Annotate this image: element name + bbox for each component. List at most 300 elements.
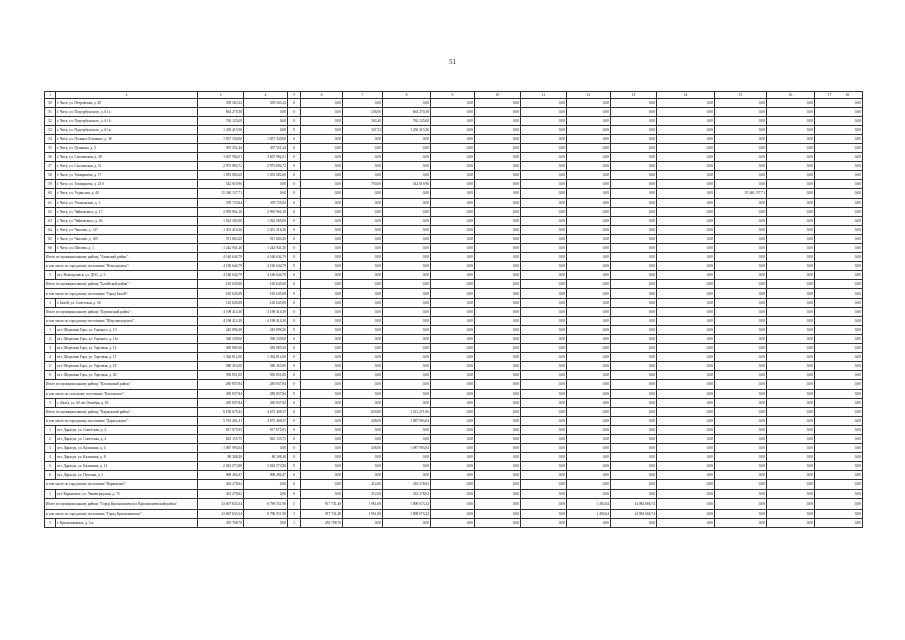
value-cell: 0,00 xyxy=(301,244,343,253)
value-cell: 0,00 xyxy=(657,98,715,107)
value-cell: 0,00 xyxy=(431,489,475,498)
value-cell: 0,00 xyxy=(611,180,657,189)
value-cell: 0,00 xyxy=(301,107,343,116)
value-cell: 0,00 xyxy=(611,434,657,443)
value-cell: 0,00 xyxy=(431,444,475,453)
value-cell: 0,00 xyxy=(715,216,767,225)
value-cell: 0,00 xyxy=(521,98,567,107)
value-cell: 0,00 xyxy=(657,262,715,271)
value-cell: 908 494,47 xyxy=(244,471,288,480)
value-cell: 0,00 xyxy=(657,353,715,362)
value-cell: 750,00 xyxy=(343,180,383,189)
value-cell: 0,00 xyxy=(475,280,521,289)
value-cell: 0,00 xyxy=(611,234,657,243)
value-cell: 0,00 xyxy=(715,262,767,271)
value-cell: 0,00 xyxy=(767,107,815,116)
value-cell: 0,00 xyxy=(383,289,431,298)
table-row xyxy=(45,434,863,443)
address-cell: г. Чита, ул. Смоленская, д. 51 xyxy=(56,162,198,171)
value-cell: 0,00 xyxy=(567,162,611,171)
header-cell: 4 xyxy=(244,92,288,99)
value-cell: 1 492,64 xyxy=(567,498,611,510)
value-cell: 0 xyxy=(288,298,301,307)
value-cell: 165 645,08 xyxy=(244,280,288,289)
value-cell: 0,00 xyxy=(767,334,815,343)
subtotal-row xyxy=(45,389,863,398)
value-cell: 0 xyxy=(288,307,301,316)
value-cell: 0,00 xyxy=(475,480,521,489)
value-cell: 0,00 xyxy=(715,462,767,471)
value-cell: 0,00 xyxy=(343,453,383,462)
value-cell: 762 125,00 xyxy=(383,116,431,125)
value-cell: 0,00 xyxy=(301,362,343,371)
value-cell: 0,00 xyxy=(431,334,475,343)
value-cell: 0,00 xyxy=(475,444,521,453)
value-cell: 0,00 xyxy=(475,116,521,125)
value-cell: 0,00 xyxy=(815,444,863,453)
value-cell: 0 xyxy=(288,434,301,443)
value-cell: 0,00 xyxy=(767,207,815,216)
value-cell: 0,00 xyxy=(567,225,611,234)
row-number: 4 xyxy=(45,353,56,362)
value-cell: 0,00 xyxy=(567,407,611,416)
value-cell: 0,00 xyxy=(343,344,383,353)
value-cell: 0,00 xyxy=(383,162,431,171)
address-cell: г. Чита, ул. Пушкина, д. 5 xyxy=(56,143,198,152)
value-cell: 0,00 xyxy=(383,171,431,180)
value-cell: 0,00 xyxy=(521,216,567,225)
value-cell: 0,00 xyxy=(431,134,475,143)
table-row xyxy=(45,453,863,462)
value-cell: 0,00 xyxy=(343,316,383,325)
value-cell: 433 278,02 xyxy=(383,489,431,498)
value-cell: 0,00 xyxy=(475,125,521,134)
value-cell: 0,00 xyxy=(611,125,657,134)
value-cell: 0,00 xyxy=(475,519,521,528)
value-cell: 0,00 xyxy=(343,389,383,398)
value-cell: 0,00 xyxy=(611,489,657,498)
row-number: 65 xyxy=(45,234,56,243)
value-cell: 0,00 xyxy=(383,298,431,307)
address-cell: пгт. Шерловая Гора, ул. Торговая, д. 17 xyxy=(56,353,198,362)
value-cell: 0 xyxy=(288,453,301,462)
value-cell: 0,00 xyxy=(343,134,383,143)
value-cell: 0,00 xyxy=(611,271,657,280)
value-cell: 0,00 xyxy=(521,107,567,116)
subtotal-label: в том числе по городскому поселению "Шерловогорское": xyxy=(45,316,198,325)
document-sheet xyxy=(44,91,862,528)
value-cell: 0,00 xyxy=(767,389,815,398)
value-cell: 0,00 xyxy=(657,344,715,353)
value-cell: 0,00 xyxy=(815,416,863,425)
value-cell: 0,00 xyxy=(567,262,611,271)
value-cell: 347,33 xyxy=(343,125,383,134)
value-cell: 0,00 xyxy=(244,444,288,453)
value-cell: 0,00 xyxy=(715,444,767,453)
value-cell: 0,00 xyxy=(657,444,715,453)
value-cell: 0,00 xyxy=(521,498,567,510)
value-cell: 4 160 644,79 xyxy=(244,253,288,262)
value-cell: 0,00 xyxy=(301,371,343,380)
value-cell: 0,00 xyxy=(521,380,567,389)
value-cell: 0,00 xyxy=(343,98,383,107)
value-cell: 0,00 xyxy=(383,334,431,343)
value-cell: 0,00 xyxy=(767,271,815,280)
value-cell: 0,00 xyxy=(475,153,521,162)
table-row xyxy=(45,116,863,125)
value-cell: 0,00 xyxy=(657,407,715,416)
value-cell: 0,00 xyxy=(521,180,567,189)
value-cell: 433 278,02 xyxy=(198,480,244,489)
value-cell: 0,00 xyxy=(301,344,343,353)
header-cell: 5 xyxy=(288,92,301,99)
value-cell: 0,00 xyxy=(475,471,521,480)
value-cell: 0,00 xyxy=(343,253,383,262)
value-cell: 0 xyxy=(288,262,301,271)
value-cell: 0,00 xyxy=(715,307,767,316)
value-cell: 0,00 xyxy=(383,98,431,107)
value-cell: 0,00 xyxy=(383,389,431,398)
value-cell: 0,00 xyxy=(815,189,863,198)
value-cell: 0,00 xyxy=(521,207,567,216)
value-cell: 0,00 xyxy=(767,153,815,162)
address-cell: пгт. Дарасун, ул. Калинина, д. 8 xyxy=(56,453,198,462)
value-cell: 0,00 xyxy=(611,162,657,171)
value-cell: 0,00 xyxy=(431,425,475,434)
value-cell: 1 451 416,36 xyxy=(198,225,244,234)
value-cell: 0,00 xyxy=(301,180,343,189)
value-cell: 0,00 xyxy=(815,198,863,207)
value-cell: 0,00 xyxy=(301,380,343,389)
value-cell: 0,00 xyxy=(431,189,475,198)
value-cell: 825 155,75 xyxy=(198,434,244,443)
value-cell: 0,00 xyxy=(301,353,343,362)
value-cell: 0,00 xyxy=(767,325,815,334)
value-cell: 0,00 xyxy=(343,225,383,234)
value-cell: 0,00 xyxy=(611,389,657,398)
address-cell: г. Чита, ул. Ухмыльская, д. 1 xyxy=(56,198,198,207)
value-cell: 3 607 982,01 xyxy=(198,153,244,162)
value-cell: 0,00 xyxy=(815,434,863,443)
value-cell: 0,00 xyxy=(611,189,657,198)
table-body xyxy=(45,98,863,528)
value-cell: 0,00 xyxy=(301,407,343,416)
table-row xyxy=(45,298,863,307)
value-cell: 0,00 xyxy=(475,371,521,380)
value-cell: 0 xyxy=(288,107,301,116)
value-cell: 1 242 941,20 xyxy=(244,244,288,253)
address-cell: г. Чита, ул. Тимирязева, д. 17 xyxy=(56,171,198,180)
value-cell: 0,00 xyxy=(715,125,767,134)
value-cell: 0,00 xyxy=(431,519,475,528)
value-cell: 580 453,00 xyxy=(244,362,288,371)
value-cell: 0,00 xyxy=(475,198,521,207)
value-cell: 0 xyxy=(288,143,301,152)
value-cell: 0,00 xyxy=(657,198,715,207)
value-cell: 0 xyxy=(288,253,301,262)
value-cell: 0,00 xyxy=(815,262,863,271)
value-cell: 0,00 xyxy=(815,134,863,143)
address-cell: г. Чита, ул. Чайковского, д. 17 xyxy=(56,207,198,216)
value-cell: 1 053 082,60 xyxy=(198,171,244,180)
value-cell: 917 741,48 xyxy=(301,510,343,519)
value-cell: 1 087 993,04 xyxy=(383,444,431,453)
value-cell: 0,00 xyxy=(815,107,863,116)
value-cell: 0,00 xyxy=(715,398,767,407)
value-cell: 817 975,93 xyxy=(198,425,244,434)
value-cell: 0,00 xyxy=(567,398,611,407)
value-cell: 0 xyxy=(288,389,301,398)
value-cell: 1 961,00 xyxy=(343,498,383,510)
row-number: 57 xyxy=(45,162,56,171)
subtotal-row xyxy=(45,316,863,325)
row-number: 3 xyxy=(45,344,56,353)
value-cell: 0,00 xyxy=(475,407,521,416)
value-cell: 0,00 xyxy=(431,207,475,216)
value-cell: 0,00 xyxy=(343,198,383,207)
value-cell: 0,00 xyxy=(767,519,815,528)
value-cell: 0,00 xyxy=(815,325,863,334)
table-row xyxy=(45,462,863,471)
value-cell: 0,00 xyxy=(715,380,767,389)
value-cell: 0,00 xyxy=(567,198,611,207)
header-cell: 1 xyxy=(45,92,56,99)
value-cell: 0,00 xyxy=(521,453,567,462)
value-cell: 0,00 xyxy=(521,143,567,152)
table-row xyxy=(45,180,863,189)
value-cell: 0,00 xyxy=(567,489,611,498)
table-row xyxy=(45,425,863,434)
value-cell: 165 645,08 xyxy=(198,289,244,298)
value-cell: 0,00 xyxy=(431,498,475,510)
value-cell: 0,00 xyxy=(767,180,815,189)
value-cell: 2 975 894,72 xyxy=(244,162,288,171)
value-cell: 0,00 xyxy=(521,416,567,425)
value-cell: 0,00 xyxy=(383,425,431,434)
value-cell: 0,00 xyxy=(767,225,815,234)
value-cell: 0,00 xyxy=(715,434,767,443)
value-cell: 0,00 xyxy=(383,134,431,143)
value-cell: 0,00 xyxy=(657,253,715,262)
value-cell: 0,00 xyxy=(657,325,715,334)
value-cell: 0,00 xyxy=(567,425,611,434)
value-cell: 0,00 xyxy=(431,253,475,262)
value-cell: 0,00 xyxy=(521,353,567,362)
value-cell: 0,00 xyxy=(567,307,611,316)
value-cell: 4 198 414,30 xyxy=(198,316,244,325)
value-cell: 0,00 xyxy=(383,371,431,380)
value-cell: 0,00 xyxy=(475,434,521,443)
value-cell: 585 909,30 xyxy=(244,344,288,353)
value-cell: 0,00 xyxy=(657,189,715,198)
row-number: 3 xyxy=(45,444,56,453)
table-row xyxy=(45,198,863,207)
value-cell: 0,00 xyxy=(244,489,288,498)
value-cell: 0,00 xyxy=(521,307,567,316)
value-cell: 0,00 xyxy=(567,143,611,152)
header-cell: 6 xyxy=(301,92,343,99)
table-row xyxy=(45,398,863,407)
value-cell: 0,00 xyxy=(767,498,815,510)
value-cell: 4 160 644,79 xyxy=(198,253,244,262)
value-cell: 0,00 xyxy=(815,153,863,162)
row-number: 6 xyxy=(45,371,56,380)
value-cell: 0,00 xyxy=(715,253,767,262)
table-row xyxy=(45,162,863,171)
value-cell: 0,00 xyxy=(611,280,657,289)
table-row xyxy=(45,362,863,371)
value-cell: 0 xyxy=(288,480,301,489)
value-cell: 0,00 xyxy=(475,398,521,407)
value-cell: 0,00 xyxy=(343,362,383,371)
value-cell: 0,00 xyxy=(475,316,521,325)
address-cell: пгт. Дарасун, ул. Советская, д. 4 xyxy=(56,434,198,443)
value-cell: 3 xyxy=(288,498,301,510)
value-cell: 0,00 xyxy=(383,189,431,198)
value-cell: 0,00 xyxy=(431,316,475,325)
value-cell: 0,00 xyxy=(244,480,288,489)
value-cell: 0,00 xyxy=(611,307,657,316)
value-cell: 0,00 xyxy=(431,434,475,443)
value-cell: 0,00 xyxy=(475,325,521,334)
value-cell: 0,00 xyxy=(657,225,715,234)
value-cell: 0,00 xyxy=(475,425,521,434)
value-cell: 0,00 xyxy=(567,471,611,480)
value-cell: 285 837,84 xyxy=(198,389,244,398)
value-cell: 23 607 633,34 xyxy=(198,498,244,510)
value-cell: 0,00 xyxy=(657,216,715,225)
value-cell: 0,00 xyxy=(475,207,521,216)
value-cell: 0,00 xyxy=(815,143,863,152)
value-cell: 0,00 xyxy=(567,416,611,425)
value-cell: 0,00 xyxy=(431,416,475,425)
value-cell: 0,00 xyxy=(611,407,657,416)
table-row xyxy=(45,98,863,107)
value-cell: 0,00 xyxy=(611,444,657,453)
value-cell: 0,00 xyxy=(521,371,567,380)
value-cell: 0 xyxy=(288,98,301,107)
value-cell: 0,00 xyxy=(815,316,863,325)
value-cell: 2 043 573,80 xyxy=(198,462,244,471)
header-cell-18: 18 xyxy=(845,92,850,97)
value-cell: 0,00 xyxy=(657,107,715,116)
value-cell: 4 160 644,79 xyxy=(198,271,244,280)
value-cell: 0,00 xyxy=(767,371,815,380)
value-cell: 0,00 xyxy=(475,244,521,253)
value-cell: 0,00 xyxy=(715,289,767,298)
value-cell: 0,00 xyxy=(521,189,567,198)
address-cell: г. Чита, ул. Чкалова, д. 147 xyxy=(56,225,198,234)
value-cell: 4 198 414,30 xyxy=(244,316,288,325)
value-cell: 0,00 xyxy=(815,162,863,171)
value-cell: 0,00 xyxy=(431,116,475,125)
value-cell: 0,00 xyxy=(475,253,521,262)
value-cell: 0,00 xyxy=(343,153,383,162)
value-cell: 0,00 xyxy=(815,480,863,489)
value-cell: 0,00 xyxy=(431,216,475,225)
value-cell: 0,00 xyxy=(383,353,431,362)
value-cell: 0,00 xyxy=(767,353,815,362)
subtotal-label: Итого по муниципальному району "Борзинский район": xyxy=(45,307,198,316)
value-cell: 0,00 xyxy=(343,143,383,152)
table-row xyxy=(45,153,863,162)
value-cell: 0,00 xyxy=(657,280,715,289)
value-cell: 0,00 xyxy=(244,180,288,189)
value-cell: 4 198 414,30 xyxy=(198,307,244,316)
value-cell: 0,00 xyxy=(815,307,863,316)
value-cell: 339 563,32 xyxy=(198,98,244,107)
value-cell: 542 019,96 xyxy=(383,180,431,189)
value-cell: 0 xyxy=(288,216,301,225)
value-cell: 438,00 xyxy=(343,444,383,453)
value-cell: 0,00 xyxy=(301,325,343,334)
value-cell: 0,00 xyxy=(611,334,657,343)
value-cell: 0,00 xyxy=(301,280,343,289)
value-cell: 0,00 xyxy=(567,380,611,389)
address-cell: с. Калга, ул. 60 лет Октября, д. 65 xyxy=(56,398,198,407)
value-cell: 0,00 xyxy=(431,462,475,471)
value-cell: 0,00 xyxy=(611,171,657,180)
value-cell: 165 645,08 xyxy=(244,298,288,307)
value-cell: 0,00 xyxy=(715,171,767,180)
value-cell: 0,00 xyxy=(715,471,767,480)
value-cell: 0,00 xyxy=(815,207,863,216)
value-cell: 0 xyxy=(288,225,301,234)
value-cell: 0,00 xyxy=(475,98,521,107)
value-cell: 6 796 551,98 xyxy=(244,510,288,519)
value-cell: 14 082 666,74 xyxy=(611,510,657,519)
value-cell: 0,00 xyxy=(767,480,815,489)
address-cell: г. Чита, ул. Полины Осипенко, д. 38 xyxy=(56,134,198,143)
table-row xyxy=(45,216,863,225)
value-cell: 0,00 xyxy=(475,107,521,116)
value-cell: 0 xyxy=(288,344,301,353)
address-cell: пгт. Шерловая Гора, ул. Горького, д. 10 xyxy=(56,325,198,334)
value-cell: 0 xyxy=(288,116,301,125)
value-cell: 0,00 xyxy=(657,116,715,125)
value-cell: 80 208,40 xyxy=(244,453,288,462)
value-cell: 0,00 xyxy=(244,125,288,134)
value-cell: 0,00 xyxy=(657,471,715,480)
value-cell: 0,00 xyxy=(431,325,475,334)
value-cell: 0,00 xyxy=(301,289,343,298)
value-cell: 0,00 xyxy=(521,134,567,143)
value-cell: 0,00 xyxy=(383,471,431,480)
value-cell: 0 xyxy=(288,198,301,207)
value-cell: 0,00 xyxy=(343,244,383,253)
value-cell: 0,00 xyxy=(431,262,475,271)
value-cell: 0,00 xyxy=(244,107,288,116)
value-cell: 0,00 xyxy=(521,519,567,528)
row-number: 55 xyxy=(45,143,56,152)
value-cell: 0,00 xyxy=(301,253,343,262)
value-cell: 0,00 xyxy=(301,489,343,498)
value-cell: 0,00 xyxy=(567,519,611,528)
value-cell: 0,00 xyxy=(567,444,611,453)
row-number: 1 xyxy=(45,325,56,334)
address-cell: г. Чита, ул. Петровская, д. 40 xyxy=(56,98,198,107)
value-cell: 0,00 xyxy=(521,125,567,134)
value-cell: 0,00 xyxy=(815,371,863,380)
value-cell: 0,00 xyxy=(767,416,815,425)
value-cell: 0,00 xyxy=(657,134,715,143)
value-cell: 0,00 xyxy=(715,116,767,125)
value-cell: 0,00 xyxy=(343,434,383,443)
subtotal-row xyxy=(45,480,863,489)
value-cell: 0,00 xyxy=(611,116,657,125)
value-cell: 1 857 330,00 xyxy=(198,134,244,143)
value-cell: 0,00 xyxy=(815,519,863,528)
